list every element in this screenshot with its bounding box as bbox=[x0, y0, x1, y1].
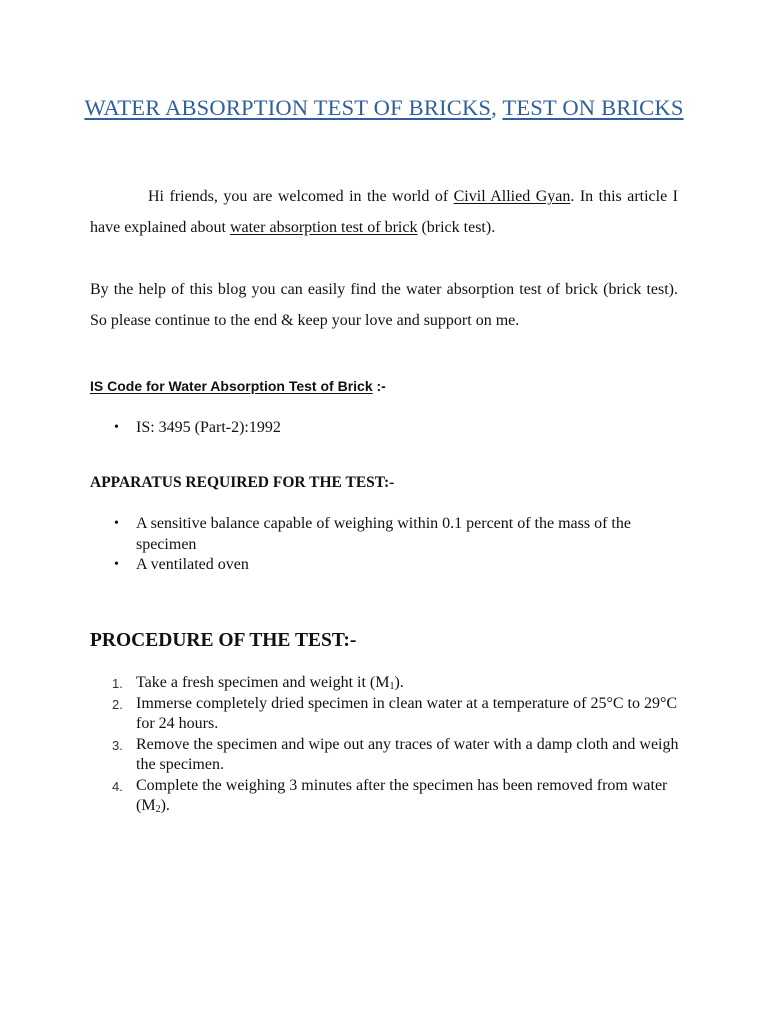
step-number: 1. bbox=[112, 676, 123, 691]
iscode-heading-text: IS Code for Water Absorption Test of Brick bbox=[90, 378, 373, 394]
title-separator: , bbox=[491, 95, 503, 120]
page-title bbox=[80, 92, 688, 123]
intro-paragraph bbox=[90, 181, 678, 243]
list-item-text: IS: 3495 (Part-2):1992 bbox=[136, 419, 281, 436]
list-item-text: A sensitive balance capable of weighing within 0.1 percent of the mass of the specimen bbox=[136, 515, 631, 553]
intro-text-start: Hi friends, you are welcomed in the world of bbox=[148, 188, 454, 205]
title-link-test-on-bricks[interactable]: TEST ON BRICKS bbox=[502, 95, 684, 120]
iscode-heading-suffix: :- bbox=[372, 378, 386, 394]
iscode-list bbox=[90, 418, 690, 439]
step-item bbox=[90, 673, 690, 694]
list-item bbox=[90, 418, 690, 439]
step-number: 4. bbox=[112, 778, 123, 794]
apparatus-list bbox=[90, 514, 690, 576]
iscode-heading bbox=[90, 378, 386, 394]
procedure-heading: PROCEDURE OF THE TEST:- bbox=[90, 630, 357, 651]
bullet-icon: • bbox=[114, 420, 119, 435]
intro-text-mid: . In this article I have explained about bbox=[90, 188, 678, 236]
step-item bbox=[90, 776, 690, 817]
apparatus-heading: APPARATUS REQUIRED FOR THE TEST:- bbox=[90, 474, 395, 491]
step-subscript: 1 bbox=[389, 681, 395, 692]
bullet-icon: • bbox=[114, 516, 119, 531]
step-text: Complete the weighing 3 minutes after the specimen has been removed from water (M bbox=[136, 776, 668, 814]
step-item bbox=[90, 735, 690, 776]
step-item bbox=[90, 694, 690, 735]
intro-text-end: (brick test). bbox=[417, 219, 496, 236]
step-tail: ). bbox=[160, 797, 170, 814]
procedure-steps bbox=[90, 673, 690, 817]
intro-paragraph-2: By the help of this blog you can easily find the water absorption test of brick (brick test). So please continue to the end & keep your love and support on me. bbox=[90, 281, 678, 329]
bullet-icon: • bbox=[114, 557, 119, 572]
topic-link[interactable]: water absorption test of brick bbox=[229, 219, 418, 236]
step-number: 2. bbox=[112, 696, 123, 712]
list-item-text: A ventilated oven bbox=[136, 556, 249, 573]
list-item bbox=[90, 555, 690, 576]
list-item bbox=[90, 514, 690, 555]
site-name-link[interactable]: Civil Allied Gyan bbox=[453, 188, 571, 205]
step-text: Remove the specimen and wipe out any traces of water with a damp cloth and weigh the specimen. bbox=[136, 735, 679, 773]
title-link-water-absorption[interactable]: WATER ABSORPTION TEST OF BRICKS bbox=[84, 95, 492, 120]
step-subscript: 2 bbox=[155, 804, 161, 815]
step-text: Immerse completely dried specimen in clean water at a temperature of 25°C to 29°C for 24 hours. bbox=[136, 694, 678, 732]
step-tail: ). bbox=[394, 674, 404, 691]
step-text: Take a fresh specimen and weight it (M bbox=[136, 674, 390, 691]
step-number: 3. bbox=[112, 737, 123, 753]
